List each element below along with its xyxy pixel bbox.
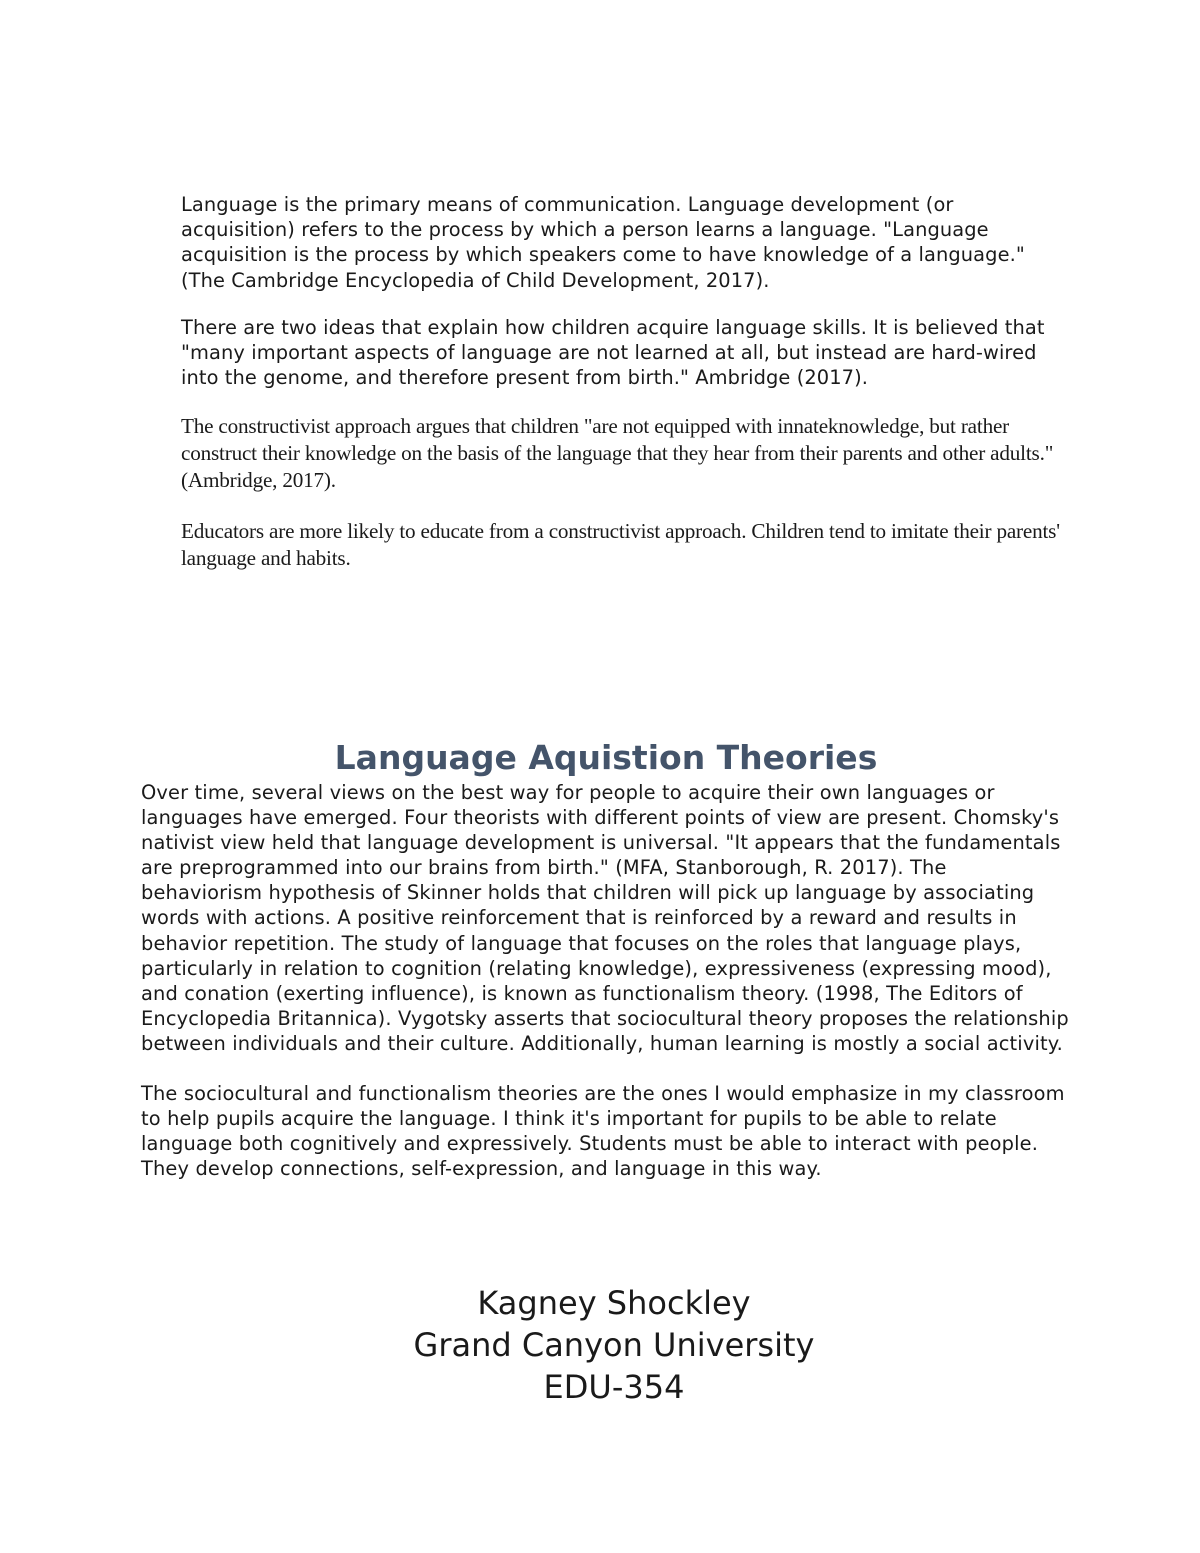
theories-paragraph-1: Over time, several views on the best way for people to acquire their own languages or languages have emerged. Four theorists with different points of view are present. Chomsky's nativist view held that language development is universal. "It appears that the fundamentals are preprogrammed into our brains from birth." (MFA, Stanborough, R. 2017). The behaviorism hypothesis of Skinner holds that children will pick up language by associating words with actions. A positive reinforcement that is reinforced by a reward and results in behavior repetition. The study of language that focuses on the roles that language plays, particularly in relation to cognition (relating knowledge), expressiveness (expressing mood), and conation (exerting influence), is known as functionalism theory. (1998, The Editors of Encyclopedia Britannica). Vygotsky asserts that sociocultural theory proposes the relationship between individuals and their culture. Additionally, human learning is mostly a social activity.: [141, 781, 1069, 1055]
intro-paragraph-4: Educators are more likely to educate from a constructivist approach. Children tend to imitate their parents' language and habits.: [181, 519, 1060, 571]
intro-paragraph-3: The constructivist approach argues that children "are not equipped with innateknowledge, but rather construct their knowledge on the basis of the language that they hear from their parents and other adults." (Ambridge, 2017).: [181, 414, 1054, 493]
section-heading: Language Aquistion Theories: [334, 738, 878, 777]
institution-name: Grand Canyon University: [413, 1326, 815, 1364]
intro-paragraph-2: There are two ideas that explain how children acquire language skills. It is believed that "many important aspects of language are not learned at all, but instead are hard-wired into the genome, and therefore present from birth." Ambridge (2017).: [181, 315, 1045, 390]
intro-paragraph-1: Language is the primary means of communication. Language development (or acquisition) refers to the process by which a person learns a language. "Language acquisition is the process by which speakers come to have knowledge of a language." (The Cambridge Encyclopedia of Child Development, 2017).: [181, 193, 1025, 292]
theories-section: [141, 780, 1071, 1181]
intro-section: [181, 192, 1071, 572]
author-name: Kagney Shockley: [477, 1284, 751, 1322]
course-code: EDU-354: [543, 1368, 685, 1406]
theories-paragraph-2: The sociocultural and functionalism theories are the ones I would emphasize in my classroom to help pupils acquire the language. I think it's important for pupils to be able to relate language both cognitively and expressively. Students must be able to interact with people. They develop connections, self-expression, and language in this way.: [141, 1082, 1065, 1181]
signature-block: [0, 1282, 1200, 1408]
